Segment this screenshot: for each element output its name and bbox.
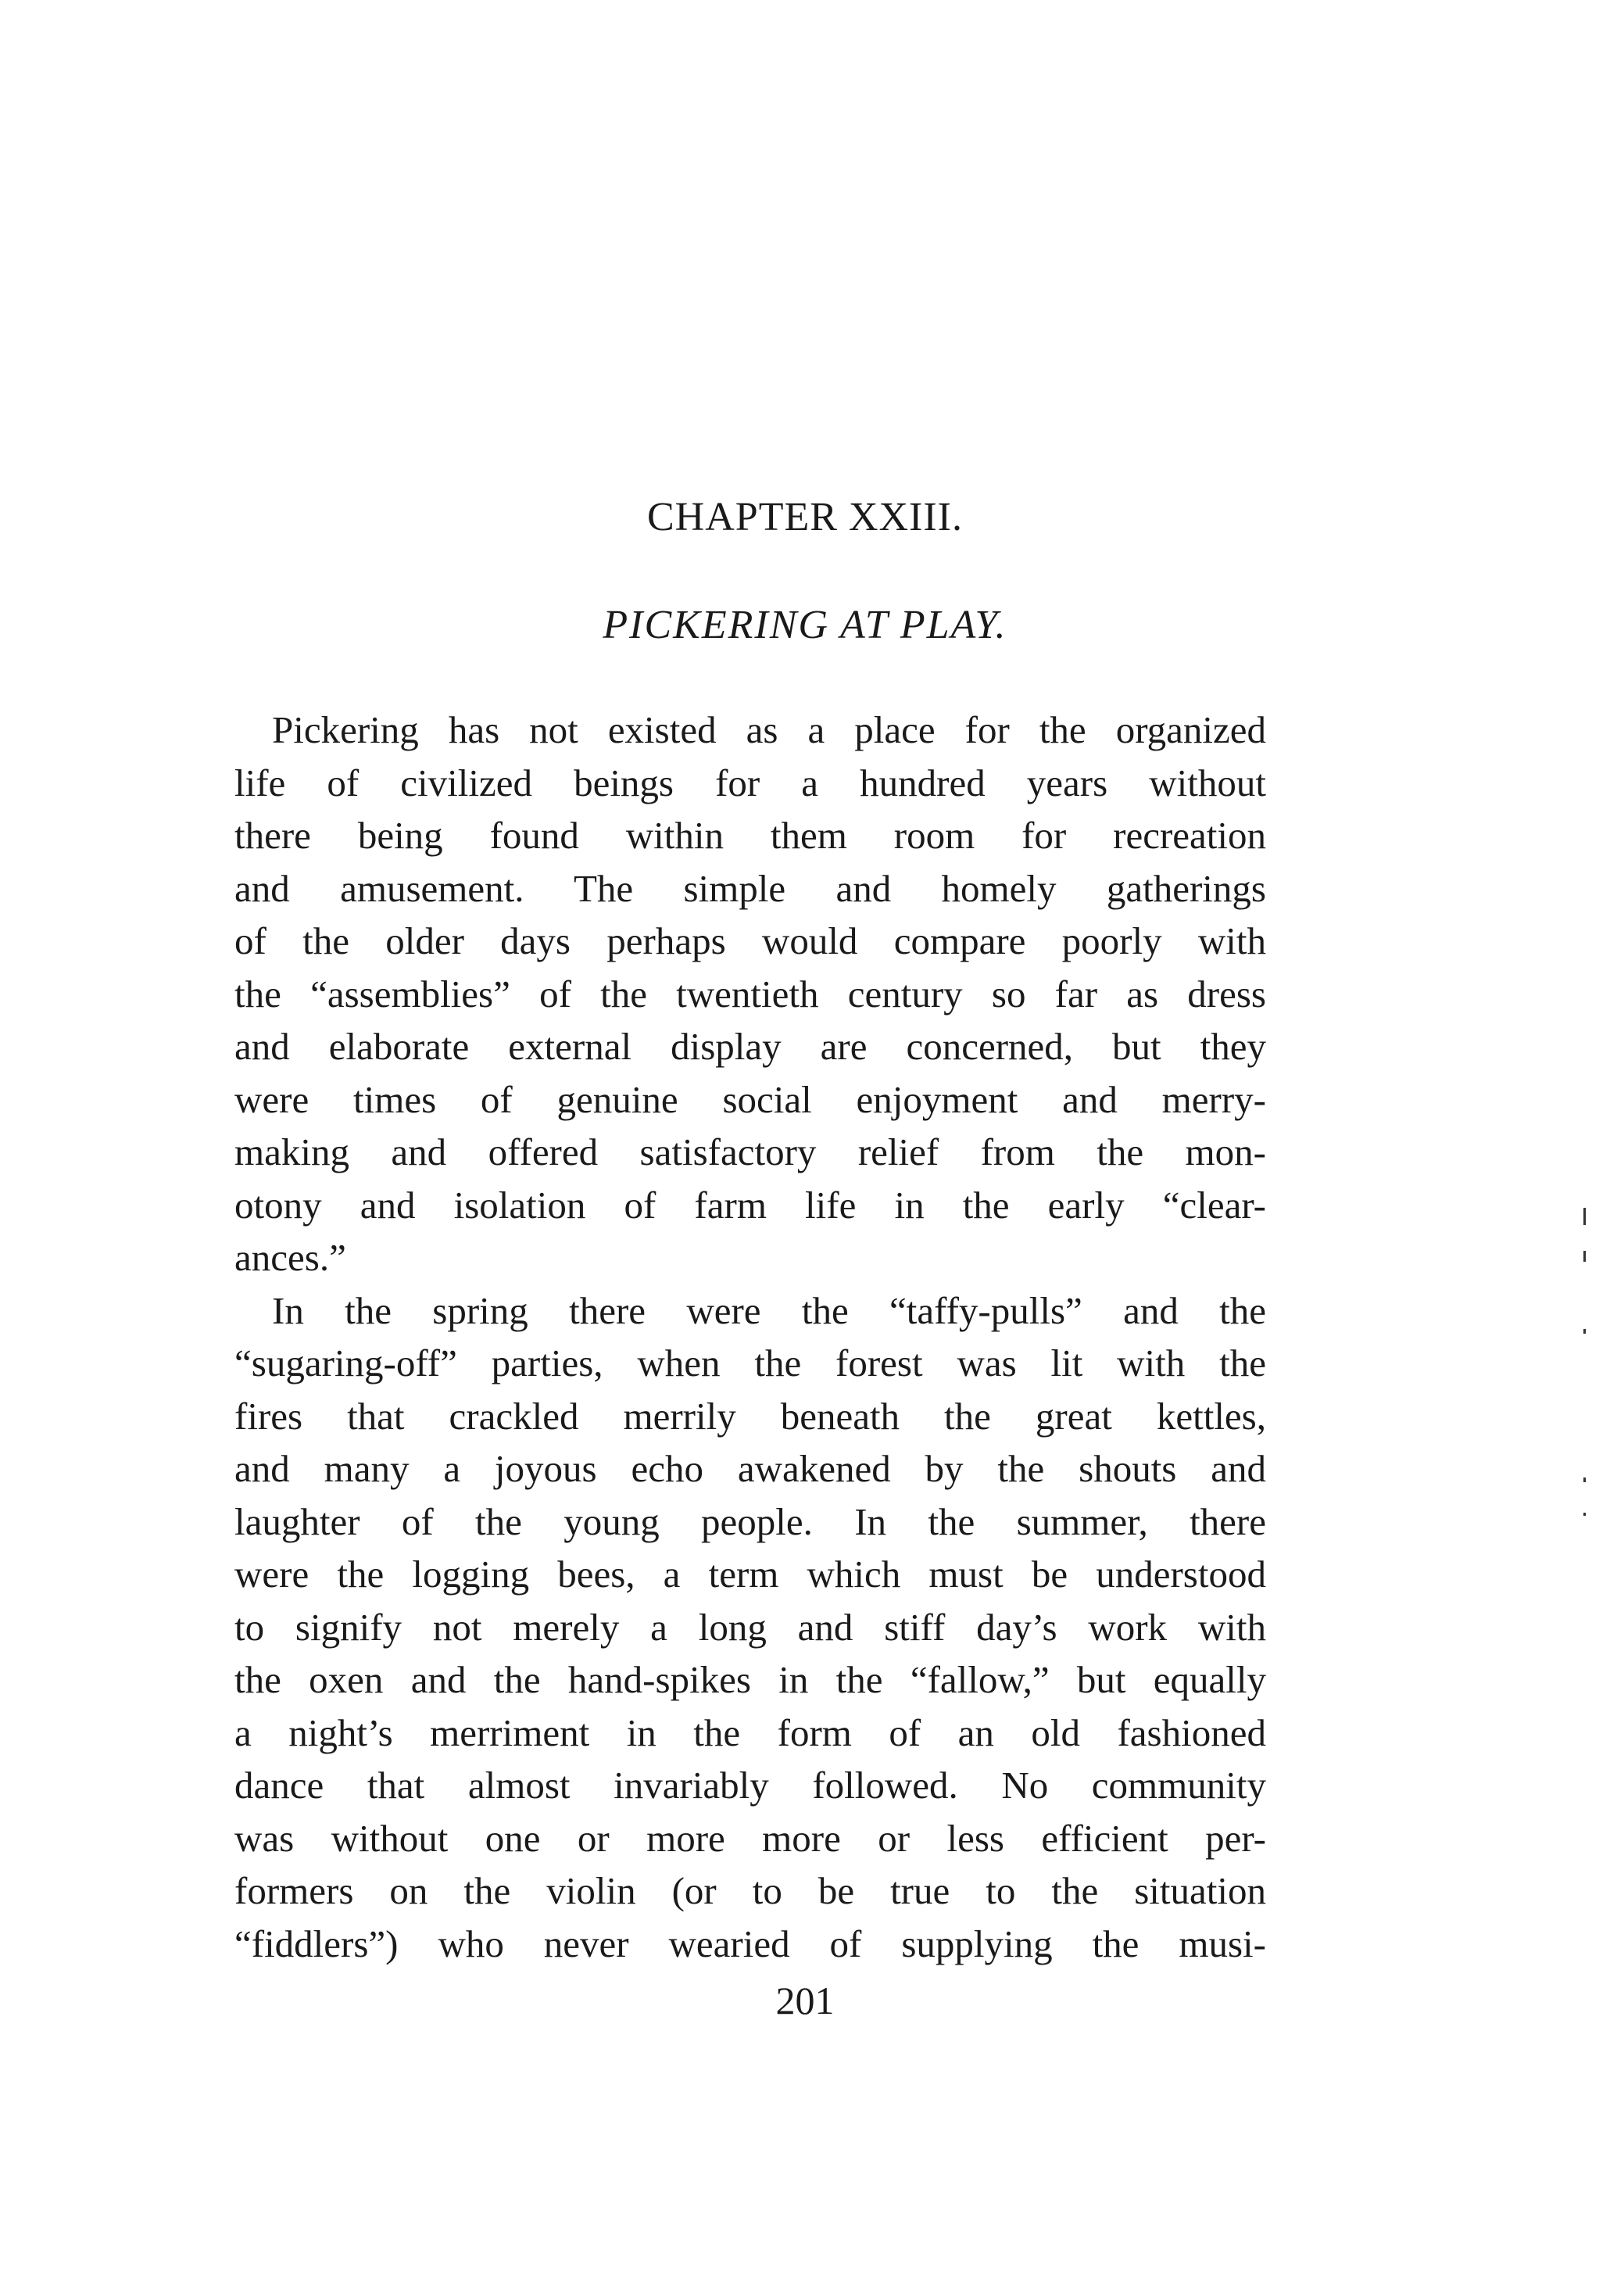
text-line: to signify not merely a long and stiff day’s work with <box>234 1605 1266 1649</box>
text-line: and many a joyous echo awakened by the shouts and <box>234 1447 1266 1490</box>
text-line: dance that almost invariably followed. No community <box>234 1764 1266 1807</box>
text-line: a night’s merriment in the form of an old fashioned <box>234 1710 1266 1754</box>
text-line: was without one or more more or less efficient per- <box>234 1816 1266 1860</box>
scan-speck <box>1583 1513 1586 1516</box>
scan-speck <box>1583 1478 1586 1482</box>
chapter-title: PICKERING AT PLAY. <box>603 603 1007 647</box>
text-line: and amusement. The simple and homely gatherings <box>234 866 1266 910</box>
text-line: formers on the violin (or to be true to the situation <box>234 1869 1266 1912</box>
text-line: were times of genuine social enjoyment and merry- <box>234 1077 1266 1121</box>
text-line: otony and isolation of farm life in the early “clear- <box>234 1183 1266 1227</box>
text-line: making and offered satisfactory relief from the mon- <box>234 1130 1266 1173</box>
text-line: the “assemblies” of the twentieth century so far as dress <box>234 972 1266 1015</box>
text-line: fires that crackled merrily beneath the great kettles, <box>234 1394 1266 1438</box>
scan-speck <box>1583 1251 1586 1262</box>
text-line: In the spring there were the “taffy-pulls” and the <box>272 1288 1266 1332</box>
text-line: ances.” <box>234 1236 346 1279</box>
chapter-number: CHAPTER XXIII. <box>647 495 963 539</box>
text-line: Pickering has not existed as a place for the organized <box>272 708 1266 751</box>
text-line: laughter of the young people. In the summer, there <box>234 1499 1266 1543</box>
text-line: and elaborate external display are concerned, but they <box>234 1025 1266 1068</box>
scan-speck <box>1583 1208 1586 1225</box>
text-line: of the older days perhaps would compare poorly with <box>234 919 1266 962</box>
text-line: there being found within them room for recreation <box>234 814 1266 857</box>
text-line: “sugaring-off” parties, when the forest was lit with the <box>234 1341 1266 1384</box>
text-line: the oxen and the hand-spikes in the “fallow,” but equally <box>234 1658 1266 1701</box>
text-line: life of civilized beings for a hundred years without <box>234 761 1266 804</box>
text-line: were the logging bees, a term which must be understood <box>234 1553 1266 1596</box>
text-line: “fiddlers”) who never wearied of supplying the musi- <box>234 1922 1266 1965</box>
page-number: 201 <box>775 1979 835 2022</box>
scan-speck <box>1583 1329 1586 1334</box>
body-text <box>234 704 1266 1970</box>
